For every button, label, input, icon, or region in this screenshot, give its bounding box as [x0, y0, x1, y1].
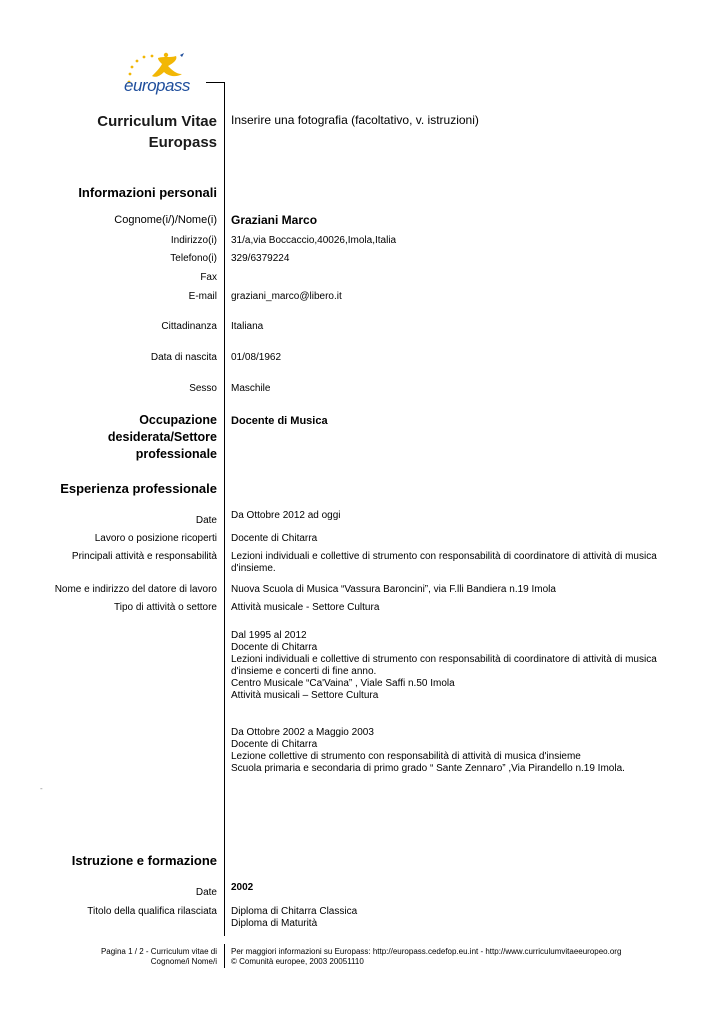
vertical-divider [224, 82, 225, 936]
occupation-value: Docente di Musica [231, 415, 328, 427]
exp-position-label: Lavoro o posizione ricoperti [94, 533, 217, 544]
exp-block-2-line: Centro Musicale “Ca'Vaina” , Viale Saffi n.50 Imola [231, 678, 455, 689]
exp-block-2-line: Dal 1995 al 2012 [231, 630, 307, 641]
photo-note: Inserire una fotografia (facoltativo, v. istruzioni) [231, 113, 479, 127]
exp-employer-value: Nuova Scuola di Musica “Vassura Baroncini”, via F.lli Bandiera n.19 Imola [231, 584, 556, 595]
sex-label: Sesso [189, 383, 217, 394]
occupation-heading-3: professionale [135, 447, 217, 461]
footer-right-line: © Comunità europee, 2003 20051110 [231, 957, 364, 966]
edu-date-label: Date [195, 887, 217, 898]
email-value: graziani_marco@libero.it [231, 291, 342, 302]
occupation-heading-2: desiderata/Settore [107, 430, 217, 444]
section-personal-info: Informazioni personali [78, 185, 217, 200]
section-experience: Esperienza professionale [60, 481, 217, 496]
cv-title [97, 111, 217, 153]
exp-block-3-line: Da Ottobre 2002 a Maggio 2003 [231, 727, 374, 738]
exp-position-value: Docente di Chitarra [231, 533, 318, 544]
birth-label: Data di nascita [150, 352, 217, 363]
sex-value: Maschile [231, 383, 271, 394]
name-value: Graziani Marco [231, 213, 318, 227]
occupation-heading-1: Occupazione [139, 413, 217, 427]
address-label: Indirizzo(i) [170, 235, 217, 246]
exp-block-2-line: Lezioni individuali e collettive di strumento con responsabilità di coordinatore di attività di musica d'insieme e concerti di fine anno. [231, 654, 657, 677]
exp-date-label: Date [195, 515, 217, 526]
exp-block-3-line: Scuola primaria e secondaria di primo grado “ Sante Zennaro” ,Via Pirandello n.19 Imola. [231, 763, 625, 774]
phone-value: 329/6379224 [231, 253, 290, 264]
citizenship-label: Cittadinanza [161, 321, 217, 332]
email-label: E-mail [188, 291, 217, 302]
cv-title-line1: Curriculum Vitae [97, 113, 217, 130]
exp-date-value: Da Ottobre 2012 ad oggi [231, 510, 341, 521]
exp-block-3 [231, 727, 671, 775]
edu-title-line: Diploma di Maturità [231, 918, 318, 929]
footer-left-line: Cognome/i Nome/i [150, 957, 217, 966]
cv-title-line2: Europass [148, 134, 217, 151]
exp-sector-label: Tipo di attività o settore [113, 602, 217, 613]
exp-activities-label: Principali attività e responsabilità [71, 551, 217, 562]
exp-employer-label: Nome e indirizzo del datore di lavoro [54, 584, 217, 595]
footer-left [101, 947, 217, 967]
stray-mark: - [40, 784, 43, 793]
exp-block-3-line: Docente di Chitarra [231, 739, 318, 750]
birth-value: 01/08/1962 [231, 352, 282, 363]
logo-corner-line [206, 82, 225, 83]
exp-block-2-line: Docente di Chitarra [231, 642, 318, 653]
edu-title-label: Titolo della qualifica rilasciata [87, 906, 217, 917]
logo-text: europass [124, 76, 190, 95]
citizenship-value: Italiana [231, 321, 264, 332]
exp-block-2-line: Attività musicali – Settore Cultura [231, 690, 379, 701]
name-label: Cognome(i/)/Nome(i) [114, 214, 217, 226]
section-education: Istruzione e formazione [71, 853, 217, 868]
edu-title-value [231, 906, 671, 930]
section-occupation [108, 412, 217, 463]
exp-block-2 [231, 630, 671, 702]
footer-divider [224, 944, 225, 968]
edu-title-line: Diploma di Chitarra Classica [231, 906, 358, 917]
exp-block-3-line: Lezione collettive di strumento con responsabilità di attività di musica d'insieme [231, 751, 581, 762]
europass-logo [120, 52, 226, 98]
address-value: 31/a,via Boccaccio,40026,Imola,Italia [231, 235, 397, 246]
footer-left-line: Pagina 1 / 2 - Curriculum vitae di [100, 947, 217, 956]
footer-right-line: Per maggiori informazioni su Europass: http://europass.cedefop.eu.int - http://www.curriculumvitaeeuropeo.org [231, 947, 622, 956]
fax-label: Fax [200, 272, 217, 283]
exp-sector-value: Attività musicale - Settore Cultura [231, 602, 380, 613]
phone-label: Telefono(i) [170, 253, 217, 264]
footer-right [231, 947, 621, 967]
edu-date-value: 2002 [231, 882, 254, 893]
exp-activities-value: Lezioni individuali e collettive di strumento con responsabilità di coordinatore di attività di musica d'insieme. [231, 551, 657, 574]
